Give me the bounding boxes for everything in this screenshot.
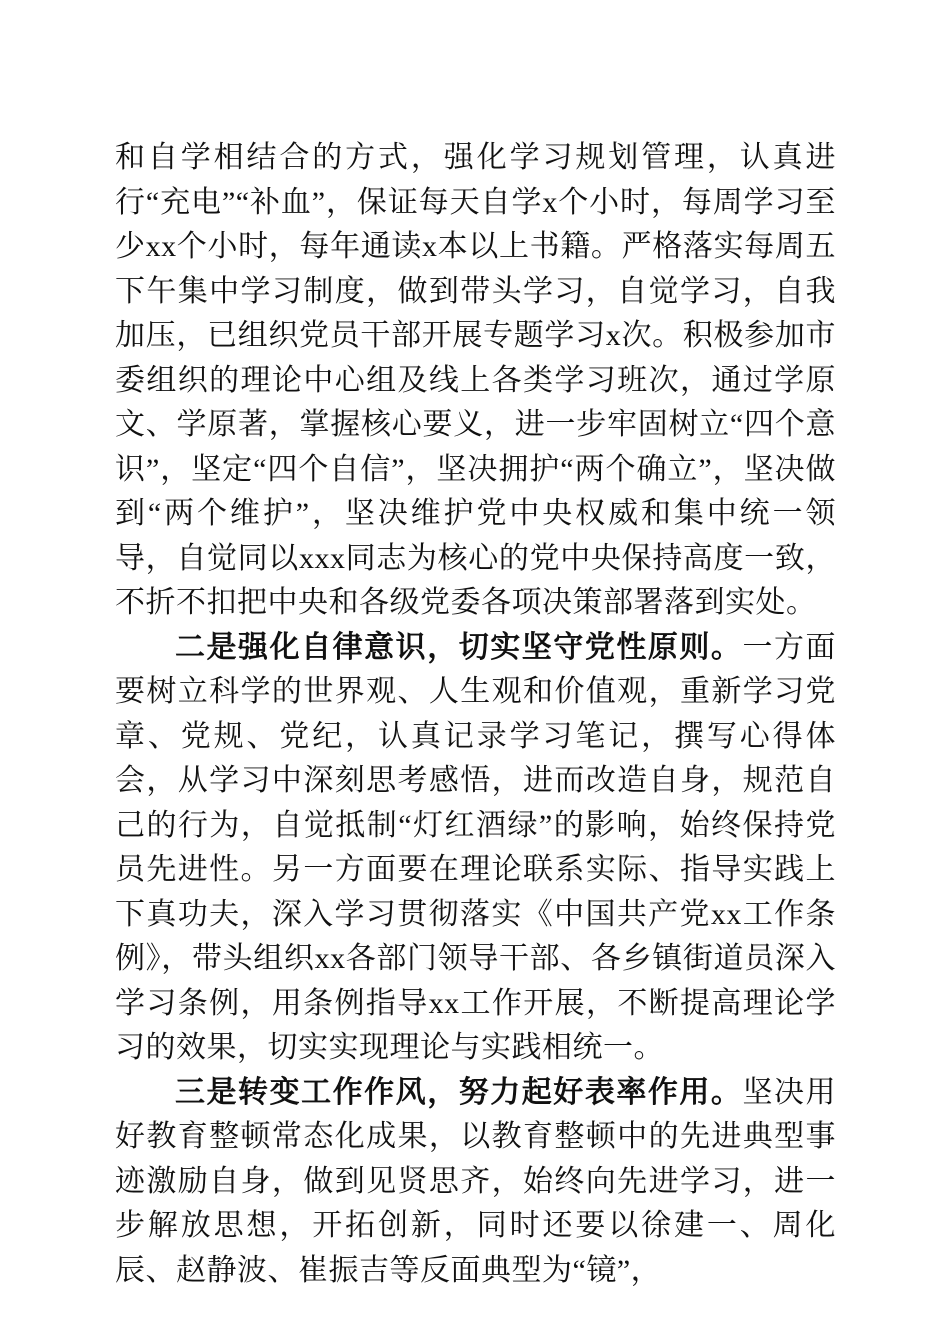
- paragraph-lead-bold: 二是强化自律意识，切实坚守党性原则。: [175, 630, 743, 664]
- paragraph-lead-bold: 三是转变工作作风，努力起好表率作用。: [175, 1075, 743, 1109]
- paragraph-text: 坚决用好教育整顿常态化成果，以教育整顿中的先进典型事迹激励自身，做到见贤思齐，始终向先进学习，进一步解放思想，开拓创新，同时还要以徐建一、周化辰、赵静波、崔振吉等反面典型为“镜”，: [115, 1075, 837, 1287]
- paragraph: [115, 626, 836, 1071]
- paragraph-text: 一方面要树立科学的世界观、人生观和价值观，重新学习党章、党规、党纪，认真记录学习笔记，撰写心得体会，从学习中深刻思考感悟，进而改造自身，规范自己的行为，自觉抵制“灯红酒绿”的影响，始终保持党员先进性。另一方面要在理论联系实际、指导实践上下真功夫，深入学习贯彻落实《中国共产党xx工作条例》，带头组织xx各部门领导干部、各乡镇街道员深入学习条例，用条例指导xx工作开展，不断提高理论学习的效果，切实实现理论与实践相统一。: [115, 630, 837, 1064]
- paragraph-text: 和自学相结合的方式，强化学习规划管理，认真进行“充电”“补血”，保证每天自学x个小时，每周学习至少xx个小时，每年通读x本以上书籍。严格落实每周五下午集中学习制度，做到带头学习，自觉学习，自我加压，已组织党员干部开展专题学习x次。积极参加市委组织的理论中心组及线上各类学习班次，通过学原文、学原著，掌握核心要义，进一步牢固树立“四个意识”，坚定“四个自信”，坚决拥护“两个确立”，坚决做到“两个维护”，坚决维护党中央权威和集中统一领导，自觉同以xxx同志为核心的党中央保持高度一致，不折不扣把中央和各级党委各项决策部署落到实处。: [115, 141, 836, 619]
- paragraph: [115, 136, 836, 626]
- paragraph: [115, 1071, 836, 1294]
